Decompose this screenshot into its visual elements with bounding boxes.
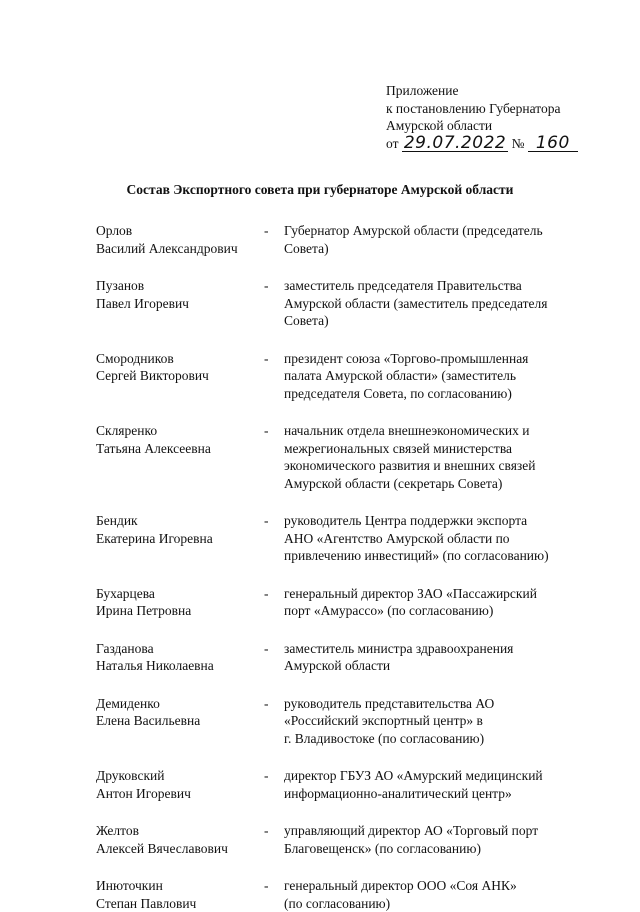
member-role-line: заместитель министра здравоохранения [284, 640, 580, 658]
member-name [96, 767, 264, 802]
member-name [96, 222, 264, 257]
member-role-line: межрегиональных связей министерства [284, 440, 580, 458]
member-role-line: (по согласованию) [284, 895, 580, 912]
handwritten-date: 29.07.2022 [402, 135, 508, 152]
member-name [96, 877, 264, 912]
member-role-line: информационно-аналитический центр» [284, 785, 580, 803]
date-prefix: от [386, 136, 398, 151]
member-role-line: привлечению инвестиций» (по согласованию) [284, 547, 580, 565]
member-row [96, 822, 586, 857]
member-given-names: Степан Павлович [96, 895, 264, 912]
member-role-line: Благовещенск» (по согласованию) [284, 840, 580, 858]
member-name [96, 422, 264, 492]
member-row [96, 422, 586, 492]
member-role [284, 512, 580, 565]
member-dash: - [264, 640, 284, 675]
member-role [284, 222, 580, 257]
member-row [96, 277, 586, 330]
member-role-line: руководитель представительства АО [284, 695, 580, 713]
member-role-line: Совета) [284, 312, 580, 330]
member-dash: - [264, 277, 284, 330]
member-name [96, 512, 264, 565]
member-dash: - [264, 695, 284, 748]
member-name [96, 695, 264, 748]
member-role-line: порт «Амурассо» (по согласованию) [284, 602, 580, 620]
member-row [96, 767, 586, 802]
member-given-names: Ирина Петровна [96, 602, 264, 620]
member-role [284, 277, 580, 330]
member-role-line: палата Амурской области» (заместитель [284, 367, 580, 385]
member-surname: Желтов [96, 822, 264, 840]
members-list [96, 222, 586, 912]
member-given-names: Павел Игоревич [96, 295, 264, 313]
member-given-names: Сергей Викторович [96, 367, 264, 385]
appendix-date-line [386, 135, 626, 153]
member-dash: - [264, 767, 284, 802]
member-role [284, 767, 580, 802]
member-role [284, 422, 580, 492]
member-row [96, 640, 586, 675]
member-surname: Бендик [96, 512, 264, 530]
member-role [284, 695, 580, 748]
member-given-names: Татьяна Алексеевна [96, 440, 264, 458]
member-dash: - [264, 350, 284, 403]
member-row [96, 877, 586, 912]
member-role-line: председателя Совета, по согласованию) [284, 385, 580, 403]
member-dash: - [264, 512, 284, 565]
member-role-line: экономического развития и внешних связей [284, 457, 580, 475]
member-given-names: Елена Васильевна [96, 712, 264, 730]
member-given-names: Алексей Вячеславович [96, 840, 264, 858]
member-surname: Орлов [96, 222, 264, 240]
member-row [96, 222, 586, 257]
member-role [284, 877, 580, 912]
member-role-line: управляющий директор АО «Торговый порт [284, 822, 580, 840]
member-role [284, 350, 580, 403]
member-name [96, 585, 264, 620]
member-role-line: г. Владивостоке (по согласованию) [284, 730, 580, 748]
member-dash: - [264, 585, 284, 620]
member-row [96, 695, 586, 748]
member-role-line: АНО «Агентство Амурской области по [284, 530, 580, 548]
member-row [96, 585, 586, 620]
member-given-names: Екатерина Игоревна [96, 530, 264, 548]
member-role [284, 585, 580, 620]
member-surname: Бухарцева [96, 585, 264, 603]
member-role-line: Губернатор Амурской области (председатель [284, 222, 580, 240]
member-surname: Скляренко [96, 422, 264, 440]
member-role-line: Амурской области [284, 657, 580, 675]
member-role-line: начальник отдела внешнеэкономических и [284, 422, 580, 440]
member-name [96, 640, 264, 675]
member-dash: - [264, 822, 284, 857]
member-surname: Смородников [96, 350, 264, 368]
member-role-line: руководитель Центра поддержки экспорта [284, 512, 580, 530]
member-role [284, 640, 580, 675]
handwritten-number: 160 [528, 135, 578, 152]
member-name [96, 822, 264, 857]
member-name [96, 277, 264, 330]
member-role-line: Совета) [284, 240, 580, 258]
member-role-line: заместитель председателя Правительства [284, 277, 580, 295]
member-role-line: генеральный директор ЗАО «Пассажирский [284, 585, 580, 603]
member-name [96, 350, 264, 403]
member-given-names: Василий Александрович [96, 240, 264, 258]
member-dash: - [264, 222, 284, 257]
member-surname: Инюточкин [96, 877, 264, 895]
member-row [96, 350, 586, 403]
member-row [96, 512, 586, 565]
appendix-label: Приложение [386, 82, 626, 100]
member-surname: Друковский [96, 767, 264, 785]
member-role-line: директор ГБУЗ АО «Амурский медицинский [284, 767, 580, 785]
member-role-line: Амурской области (заместитель председателя [284, 295, 580, 313]
member-role-line: президент союза «Торгово-промышленная [284, 350, 580, 368]
number-sign: № [512, 136, 525, 151]
document-title: Состав Экспортного совета при губернаторе Амурской области [0, 182, 640, 198]
member-role [284, 822, 580, 857]
member-surname: Демиденко [96, 695, 264, 713]
member-dash: - [264, 422, 284, 492]
appendix-header [386, 82, 626, 152]
member-surname: Пузанов [96, 277, 264, 295]
member-role-line: генеральный директор ООО «Соя АНК» [284, 877, 580, 895]
member-given-names: Наталья Николаевна [96, 657, 264, 675]
member-role-line: Амурской области (секретарь Совета) [284, 475, 580, 493]
member-dash: - [264, 877, 284, 912]
member-role-line: «Российский экспортный центр» в [284, 712, 580, 730]
appendix-region: Амурской области [386, 117, 626, 135]
member-surname: Газданова [96, 640, 264, 658]
member-given-names: Антон Игоревич [96, 785, 264, 803]
appendix-decree-reference: к постановлению Губернатора [386, 100, 626, 118]
